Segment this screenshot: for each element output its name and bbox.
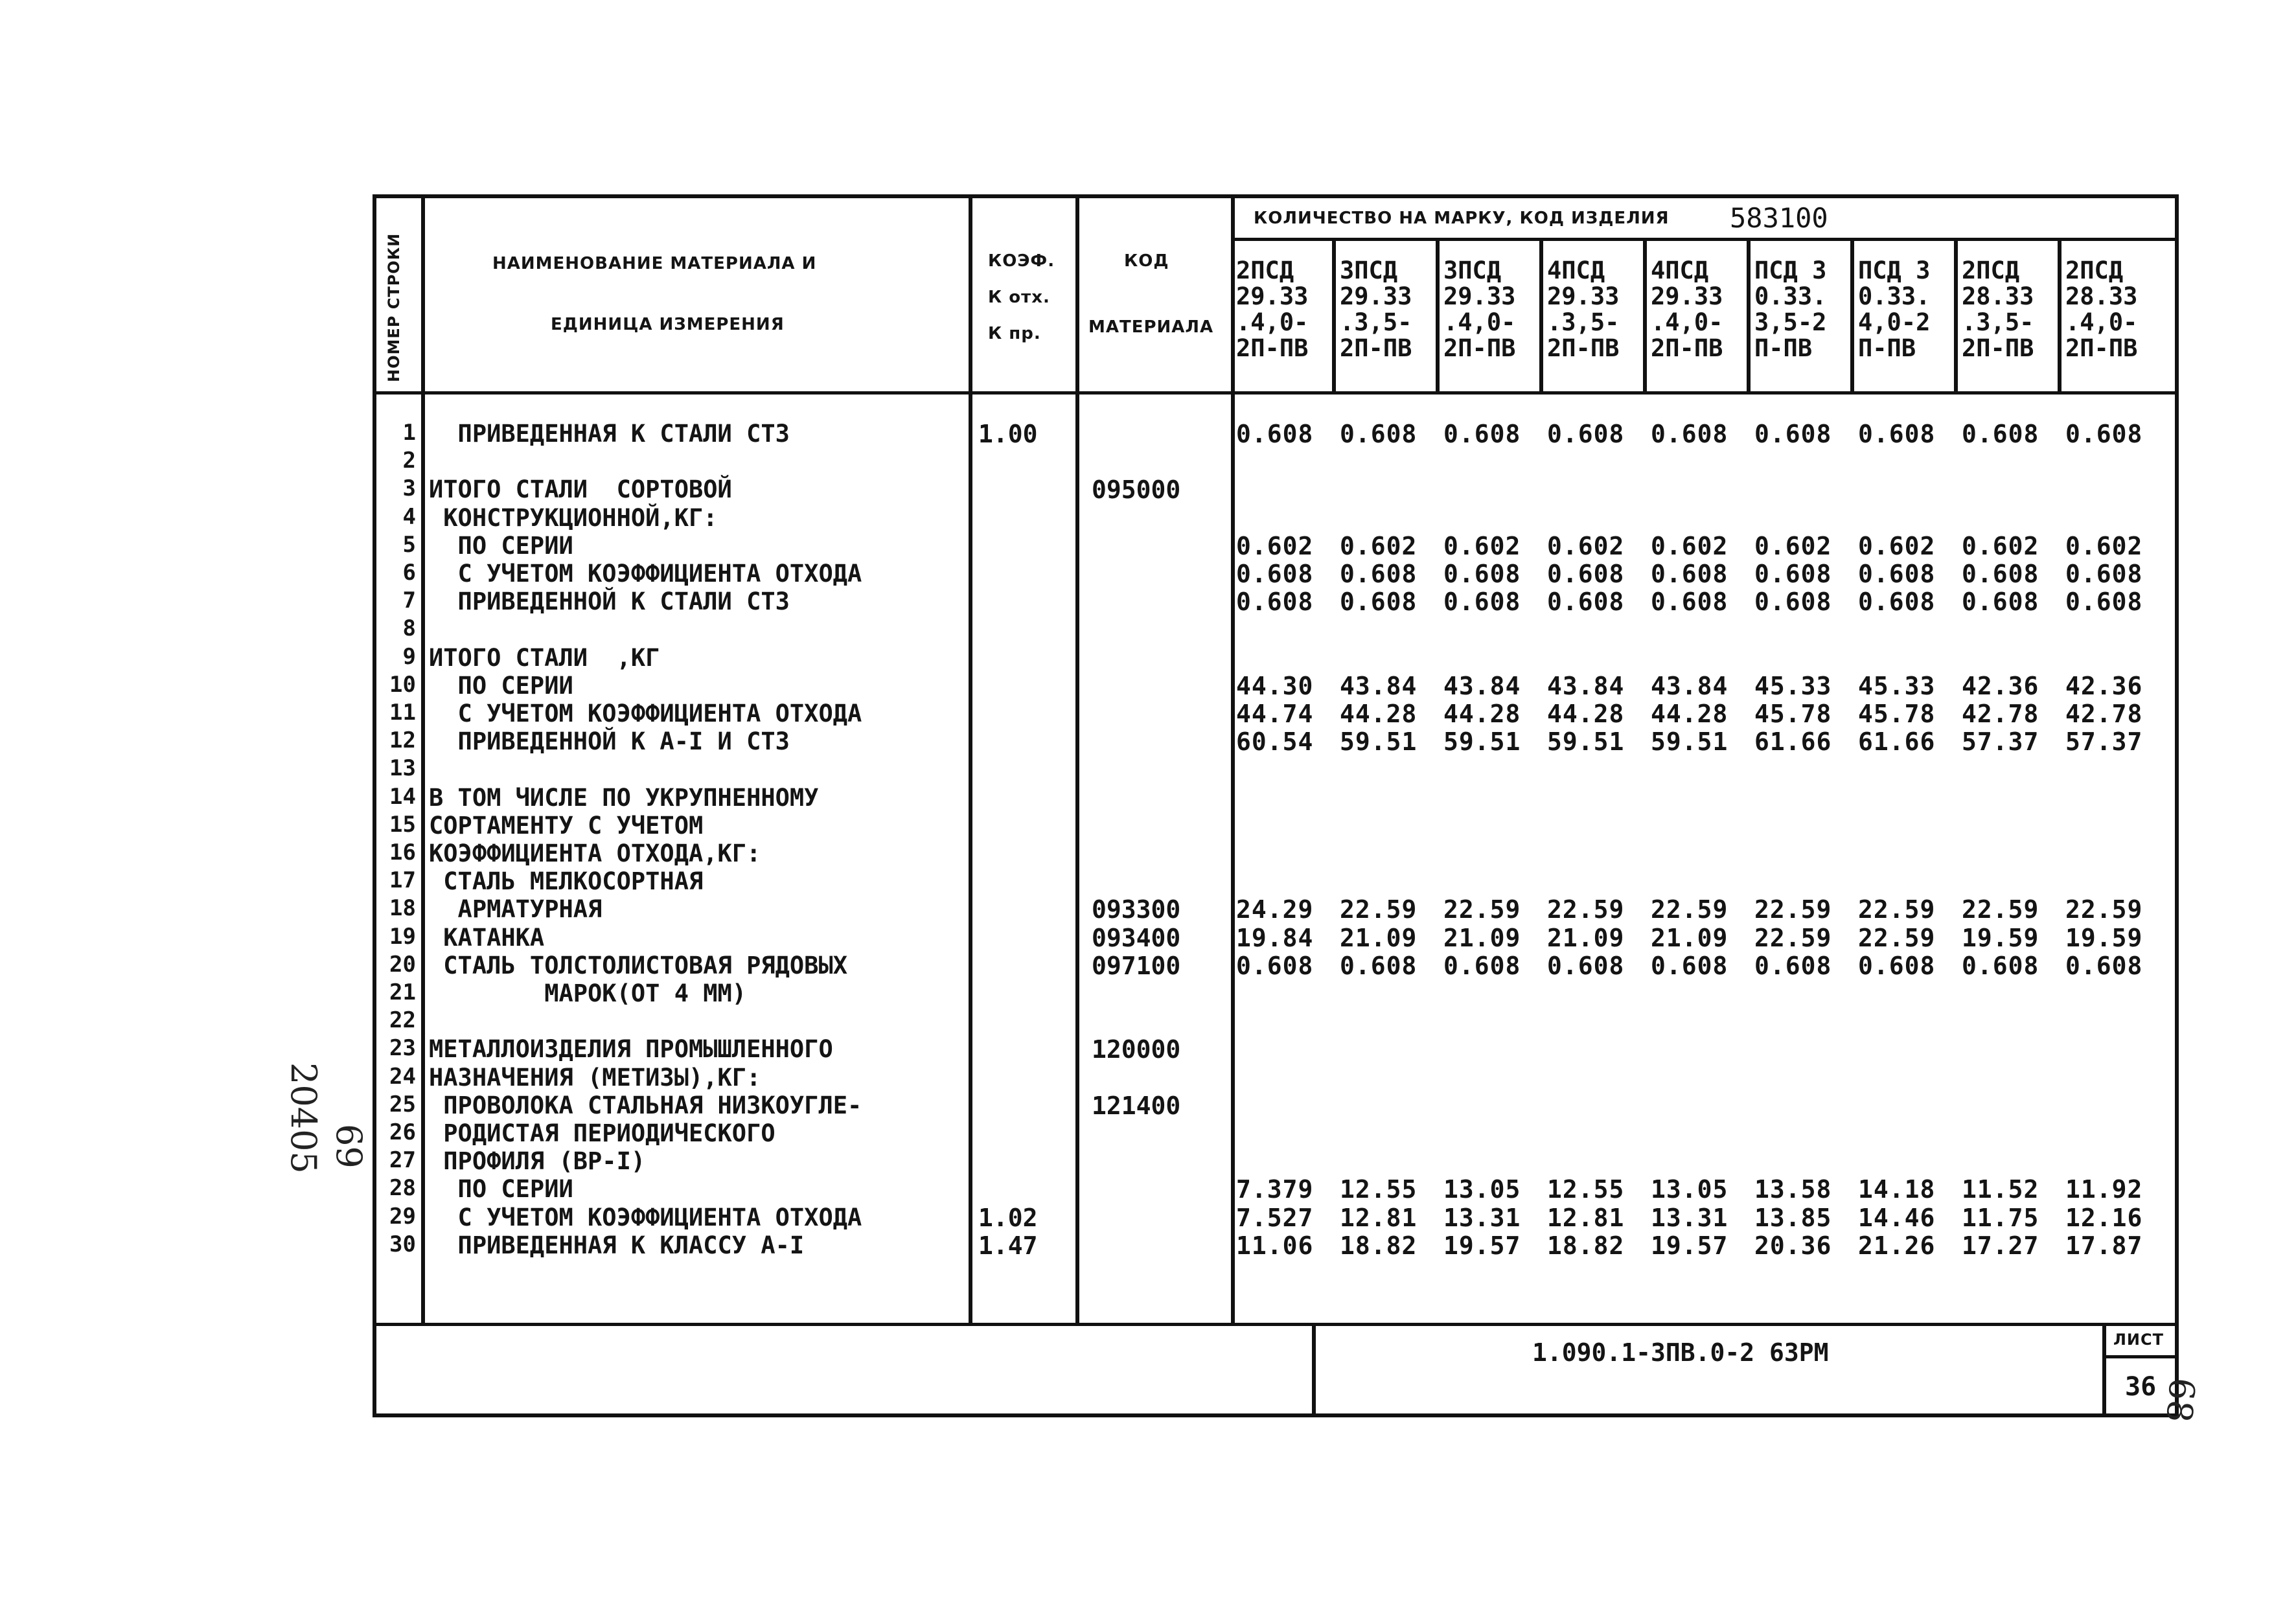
quantity-value: 57.37: [2065, 727, 2143, 757]
quantity-value: 59.51: [1651, 727, 1728, 757]
column-header-line: .4,0-: [1236, 308, 1309, 336]
quantity-value: 0.608: [1236, 420, 1314, 448]
header-bottom-line: [373, 391, 2179, 395]
quantity-value: 21.09: [1443, 923, 1521, 952]
quantity-value: 12.81: [1547, 1203, 1625, 1232]
quantity-column-header: [1340, 258, 1412, 361]
quantity-value: 44.28: [1651, 700, 1728, 728]
quantity-value: 0.608: [1443, 588, 1521, 617]
column-header-line: 4,0-2: [1858, 308, 1931, 336]
quantity-value: 19.57: [1443, 1231, 1521, 1260]
row-number: 4: [402, 503, 416, 530]
quantity-value: 45.78: [1754, 700, 1832, 728]
column-header-line: .4,0-: [1443, 308, 1516, 336]
quantity-value: 13.05: [1443, 1175, 1521, 1204]
quantity-value: 22.59: [1962, 895, 2039, 924]
column-header-line: П-ПВ: [1754, 334, 1813, 362]
material-name: НАЗНАЧЕНИЯ (МЕТИЗЫ),КГ:: [429, 1063, 761, 1092]
quantity-value: 0.608: [1858, 420, 1936, 448]
row-number: 27: [389, 1147, 416, 1174]
quantity-value: 0.608: [1547, 951, 1625, 980]
quantity-value: 57.37: [1962, 727, 2039, 757]
quantity-column-divider: [1332, 238, 1336, 393]
quantity-value: 0.608: [1236, 560, 1314, 588]
quantity-value: 42.36: [2065, 671, 2143, 700]
column-header-line: 4ПСД: [1547, 257, 1605, 284]
quantity-value: 13.31: [1443, 1203, 1521, 1232]
row-number: 5: [402, 531, 416, 558]
row-number: 2: [402, 448, 416, 474]
quantity-label-line: [1231, 238, 2179, 241]
quantity-value: 0.602: [1547, 531, 1625, 560]
material-name: СТАЛЬ МЕЛКОСОРТНАЯ: [429, 867, 704, 896]
quantity-column-divider: [1436, 238, 1440, 393]
row-number: 7: [402, 588, 416, 614]
column-header-line: 2П-ПВ: [1236, 334, 1309, 362]
right-page-number: 68: [2158, 1376, 2203, 1424]
coef-header-line1: КОЭФ.: [988, 251, 1055, 271]
quantity-value: 12.16: [2065, 1203, 2143, 1232]
quantity-column-header: [1651, 258, 1723, 361]
material-code: 093300: [1092, 895, 1181, 924]
quantity-value: 0.608: [1547, 420, 1625, 448]
material-name-header-line2: ЕДИНИЦА ИЗМЕРЕНИЯ: [551, 315, 785, 334]
column-header-line: 2П-ПВ: [1962, 334, 2034, 362]
row-number: 29: [389, 1203, 416, 1229]
column-header-line: 29.33: [1443, 282, 1516, 310]
row-number: 26: [389, 1119, 416, 1145]
material-name: РОДИСТАЯ ПЕРИОДИЧЕСКОГО: [429, 1119, 775, 1147]
column-header-line: .3,5-: [1340, 308, 1412, 336]
quantity-value: 0.608: [2065, 420, 2143, 448]
column-header-line: 2ПСД: [2065, 257, 2124, 284]
quantity-value: 59.51: [1443, 727, 1521, 757]
material-name: В ТОМ ЧИСЛЕ ПО УКРУПНЕННОМУ: [429, 783, 819, 812]
quantity-value: 22.59: [1340, 895, 1418, 924]
quantity-value: 0.608: [1547, 588, 1625, 617]
column-header-line: 2ПСД: [1236, 257, 1294, 284]
quantity-value: 0.602: [1962, 531, 2039, 560]
quantity-value: 0.608: [1236, 951, 1314, 980]
row-number: 21: [389, 979, 416, 1005]
row-number: 13: [389, 755, 416, 782]
quantity-value: 0.602: [1754, 531, 1832, 560]
quantity-value: 61.66: [1858, 727, 1936, 757]
sheet-box-divider: [2102, 1323, 2106, 1417]
quantity-value: 0.608: [1651, 588, 1728, 617]
quantity-value: 0.608: [1443, 951, 1521, 980]
quantity-value: 44.74: [1236, 700, 1314, 728]
column-header-line: 2П-ПВ: [1547, 334, 1620, 362]
column-header-line: 0.33.: [1858, 282, 1931, 310]
quantity-value: 21.09: [1340, 923, 1418, 952]
quantity-column-header: [1547, 258, 1619, 361]
column-header-line: ПСД 3: [1754, 257, 1827, 284]
quantity-value: 0.608: [1858, 951, 1936, 980]
quantity-value: 11.06: [1236, 1231, 1314, 1260]
quantity-value: 0.602: [2065, 531, 2143, 560]
quantity-value: 60.54: [1236, 727, 1314, 757]
material-name: ПРИВЕДЕННОЙ К СТАЛИ СТ3: [429, 588, 790, 616]
quantity-value: 7.379: [1236, 1175, 1314, 1204]
row-number: 24: [389, 1063, 416, 1090]
column-header-line: .3,5-: [1962, 308, 2034, 336]
column-header-line: 3ПСД: [1340, 257, 1398, 284]
quantity-value: 21.09: [1651, 923, 1728, 952]
column-header-line: 29.33: [1547, 282, 1620, 310]
quantity-value: 0.608: [1858, 588, 1936, 617]
material-name: СОРТАМЕНТУ С УЧЕТОМ: [429, 811, 704, 840]
quantity-column-divider: [1850, 238, 1854, 393]
quantity-value: 0.602: [1340, 531, 1418, 560]
quantity-value: 18.82: [1547, 1231, 1625, 1260]
left-page-number: 69: [328, 1124, 369, 1169]
row-number: 1: [402, 420, 416, 446]
column-header-line: 28.33: [2065, 282, 2138, 310]
quantity-value: 22.59: [1754, 923, 1832, 952]
quantity-value: 13.58: [1754, 1175, 1832, 1204]
quantity-value: 20.36: [1754, 1231, 1832, 1260]
row-number: 14: [389, 783, 416, 810]
quantity-value: 21.26: [1858, 1231, 1936, 1260]
quantity-value: 11.92: [2065, 1175, 2143, 1204]
row-number: 9: [402, 643, 416, 670]
material-name: ПРИВЕДЕННОЙ К А-I И СТ3: [429, 727, 790, 756]
quantity-value: 0.608: [1754, 588, 1832, 617]
quantity-value: 0.608: [1754, 560, 1832, 588]
row-number: 19: [389, 923, 416, 950]
material-name: С УЧЕТОМ КОЭФФИЦИЕНТА ОТХОДА: [429, 700, 862, 727]
row-number: 11: [389, 700, 416, 726]
column-header-line: 2П-ПВ: [2065, 334, 2138, 362]
quantity-value: 13.05: [1651, 1175, 1728, 1204]
quantity-column-divider: [1539, 238, 1543, 393]
divider-name: [969, 194, 972, 1325]
row-number: 20: [389, 951, 416, 978]
column-header-line: 29.33: [1651, 282, 1723, 310]
quantity-value: 44.28: [1340, 700, 1418, 728]
quantity-value: 11.75: [1962, 1203, 2039, 1232]
row-number: 28: [389, 1175, 416, 1202]
footer-divider: [1312, 1323, 1316, 1417]
code-header-line2: МАТЕРИАЛА: [1088, 317, 1214, 337]
column-header-line: П-ПВ: [1858, 334, 1916, 362]
column-header-line: 3,5-2: [1754, 308, 1827, 336]
column-header-line: 29.33: [1236, 282, 1309, 310]
column-header-line: 0.33.: [1754, 282, 1827, 310]
row-number: 30: [389, 1231, 416, 1257]
quantity-header: КОЛИЧЕСТВО НА МАРКУ, КОД ИЗДЕЛИЯ: [1254, 209, 1670, 228]
document-code: 1.090.1-3ПВ.0-2 63РМ: [1532, 1338, 1829, 1367]
material-name: ПРИВЕДЕННАЯ К КЛАССУ А-I: [429, 1231, 805, 1259]
sheet-number: 36: [2125, 1372, 2157, 1402]
quantity-value: 44.30: [1236, 671, 1314, 700]
quantity-value: 24.29: [1236, 895, 1314, 924]
quantity-value: 0.608: [1340, 951, 1418, 980]
coef-header-line3: К пр.: [988, 324, 1041, 343]
quantity-value: 0.608: [1340, 588, 1418, 617]
quantity-value: 14.46: [1858, 1203, 1936, 1232]
quantity-value: 12.81: [1340, 1203, 1418, 1232]
quantity-value: 0.602: [1858, 531, 1936, 560]
code-header-line1: КОД: [1124, 251, 1169, 271]
quantity-value: 0.608: [1340, 560, 1418, 588]
material-name: ПО СЕРИИ: [429, 671, 573, 700]
quantity-value: 12.55: [1547, 1175, 1625, 1204]
quantity-column-header: [1443, 258, 1515, 361]
material-name: ИТОГО СТАЛИ ,КГ: [429, 643, 660, 672]
quantity-value: 45.33: [1858, 671, 1936, 700]
coefficient: 1.02: [978, 1203, 1038, 1232]
quantity-value: 18.82: [1340, 1231, 1418, 1260]
material-code: 095000: [1092, 475, 1181, 505]
row-number: 3: [402, 475, 416, 502]
quantity-value: 22.59: [1443, 895, 1521, 924]
quantity-value: 17.87: [2065, 1231, 2143, 1260]
quantity-value: 22.59: [2065, 895, 2143, 924]
row-number: 23: [389, 1035, 416, 1062]
quantity-value: 0.608: [1962, 560, 2039, 588]
quantity-value: 22.59: [1547, 895, 1625, 924]
inventory-number: 20405: [283, 1062, 324, 1174]
quantity-value: 7.527: [1236, 1203, 1314, 1232]
column-header-line: 4ПСД: [1651, 257, 1709, 284]
quantity-value: 61.66: [1754, 727, 1832, 757]
column-header-line: .4,0-: [2065, 308, 2138, 336]
quantity-value: 19.84: [1236, 923, 1314, 952]
quantity-value: 19.59: [1962, 923, 2039, 952]
row-number: 25: [389, 1091, 416, 1117]
material-name: КОНСТРУКЦИОННОЙ,КГ:: [429, 503, 718, 532]
quantity-column-divider: [2058, 238, 2061, 393]
quantity-column-header: [1962, 258, 2034, 361]
column-header-line: 2П-ПВ: [1340, 334, 1412, 362]
quantity-value: 21.09: [1547, 923, 1625, 952]
quantity-value: 17.27: [1962, 1231, 2039, 1260]
quantity-value: 0.602: [1651, 531, 1728, 560]
quantity-value: 11.52: [1962, 1175, 2039, 1204]
material-code: 120000: [1092, 1035, 1181, 1064]
divider-rownum: [421, 194, 425, 1325]
column-header-line: 28.33: [1962, 282, 2034, 310]
quantity-value: 0.608: [1443, 420, 1521, 448]
footer-top-line: [373, 1323, 2179, 1326]
quantity-value: 43.84: [1340, 671, 1418, 700]
material-name: ПО СЕРИИ: [429, 1175, 573, 1204]
quantity-value: 0.608: [1962, 951, 2039, 980]
sheet-label: ЛИСТ: [2113, 1331, 2164, 1349]
quantity-value: 42.78: [1962, 700, 2039, 728]
material-name: ПРОВОЛОКА СТАЛЬНАЯ НИЗКОУГЛЕ-: [429, 1091, 862, 1119]
quantity-value: 0.608: [1962, 420, 2039, 448]
material-name: С УЧЕТОМ КОЭФФИЦИЕНТА ОТХОДА: [429, 1203, 862, 1231]
quantity-value: 13.31: [1651, 1203, 1728, 1232]
quantity-value: 0.608: [1651, 420, 1728, 448]
row-number: 12: [389, 727, 416, 754]
quantity-value: 0.608: [2065, 560, 2143, 588]
quantity-value: 43.84: [1443, 671, 1521, 700]
quantity-column-header: [1858, 258, 1930, 361]
material-name: ПРОФИЛЯ (ВР-I): [429, 1147, 646, 1176]
material-name: МЕТАЛЛОИЗДЕЛИЯ ПРОМЫШЛЕННОГО: [429, 1035, 833, 1064]
material-name: ИТОГО СТАЛИ СОРТОВОЙ: [429, 475, 732, 504]
material-name: ПО СЕРИИ: [429, 531, 573, 560]
quantity-value: 44.28: [1443, 700, 1521, 728]
material-name-header-line1: НАИМЕНОВАНИЕ МАТЕРИАЛА И: [492, 254, 817, 273]
quantity-column-header: [1236, 258, 1308, 361]
material-name: СТАЛЬ ТОЛСТОЛИСТОВАЯ РЯДОВЫХ: [429, 951, 848, 979]
quantity-value: 0.608: [1962, 588, 2039, 617]
material-name: АРМАТУРНАЯ: [429, 895, 603, 924]
row-number: 6: [402, 560, 416, 586]
material-name: КОЭФФИЦИЕНТА ОТХОДА,КГ:: [429, 840, 761, 867]
quantity-value: 22.59: [1651, 895, 1728, 924]
quantity-value: 44.28: [1547, 700, 1625, 728]
quantity-value: 22.59: [1858, 923, 1936, 952]
coefficient: 1.00: [978, 420, 1038, 448]
quantity-value: 0.608: [1858, 560, 1936, 588]
row-number: 15: [389, 811, 416, 838]
material-name: ПРИВЕДЕННАЯ К СТАЛИ СТ3: [429, 420, 790, 448]
quantity-value: 0.608: [1651, 951, 1728, 980]
sheet-box-line: [2102, 1355, 2179, 1358]
column-header-line: ПСД 3: [1858, 257, 1931, 284]
quantity-value: 0.602: [1236, 531, 1314, 560]
material-name: КАТАНКА: [429, 923, 545, 952]
quantity-value: 45.78: [1858, 700, 1936, 728]
row-number: 10: [389, 671, 416, 698]
quantity-value: 0.608: [2065, 951, 2143, 980]
quantity-value: 59.51: [1547, 727, 1625, 757]
row-number: 17: [389, 867, 416, 894]
quantity-value: 22.59: [1858, 895, 1936, 924]
column-header-line: 2П-ПВ: [1651, 334, 1723, 362]
material-code: 097100: [1092, 951, 1181, 980]
row-number: 8: [402, 615, 416, 642]
divider-code: [1231, 194, 1235, 1325]
quantity-value: 42.78: [2065, 700, 2143, 728]
quantity-value: 45.33: [1754, 671, 1832, 700]
quantity-value: 42.36: [1962, 671, 2039, 700]
quantity-value: 22.59: [1754, 895, 1832, 924]
quantity-value: 0.608: [1651, 560, 1728, 588]
quantity-value: 43.84: [1547, 671, 1625, 700]
row-number: 16: [389, 840, 416, 865]
quantity-value: 12.55: [1340, 1175, 1418, 1204]
column-header-line: 29.33: [1340, 282, 1412, 310]
quantity-value: 0.608: [1547, 560, 1625, 588]
material-code: 093400: [1092, 923, 1181, 952]
divider-coef: [1075, 194, 1079, 1325]
quantity-value: 14.18: [1858, 1175, 1936, 1204]
quantity-value: 0.602: [1443, 531, 1521, 560]
quantity-value: 0.608: [2065, 588, 2143, 617]
quantity-value: 43.84: [1651, 671, 1728, 700]
row-number: 22: [389, 1007, 416, 1034]
quantity-column-divider: [1954, 238, 1958, 393]
material-name: С УЧЕТОМ КОЭФФИЦИЕНТА ОТХОДА: [429, 560, 862, 588]
quantity-column-header: [2065, 258, 2137, 361]
quantity-value: 0.608: [1754, 951, 1832, 980]
column-header-line: .4,0-: [1651, 308, 1723, 336]
column-header-line: 2П-ПВ: [1443, 334, 1516, 362]
coefficient: 1.47: [978, 1231, 1038, 1260]
column-header-line: .3,5-: [1547, 308, 1620, 336]
column-header-line: 2ПСД: [1962, 257, 2020, 284]
quantity-value: 0.608: [1754, 420, 1832, 448]
row-number-header: НОМЕР СТРОКИ: [385, 233, 403, 382]
material-name: МАРОК(ОТ 4 ММ): [429, 979, 747, 1007]
quantity-value: 0.608: [1443, 560, 1521, 588]
quantity-column-divider: [1747, 238, 1751, 393]
quantity-value: 59.51: [1340, 727, 1418, 757]
quantity-value: 13.85: [1754, 1203, 1832, 1232]
coef-header-line2: К отх.: [988, 288, 1050, 307]
quantity-column-header: [1754, 258, 1826, 361]
quantity-value: 0.608: [1340, 420, 1418, 448]
column-header-line: 3ПСД: [1443, 257, 1502, 284]
product-code: 583100: [1730, 202, 1828, 234]
quantity-value: 19.59: [2065, 923, 2143, 952]
quantity-column-divider: [1643, 238, 1647, 393]
quantity-value: 0.608: [1236, 588, 1314, 617]
material-code: 121400: [1092, 1091, 1181, 1120]
quantity-value: 19.57: [1651, 1231, 1728, 1260]
row-number: 18: [389, 895, 416, 922]
